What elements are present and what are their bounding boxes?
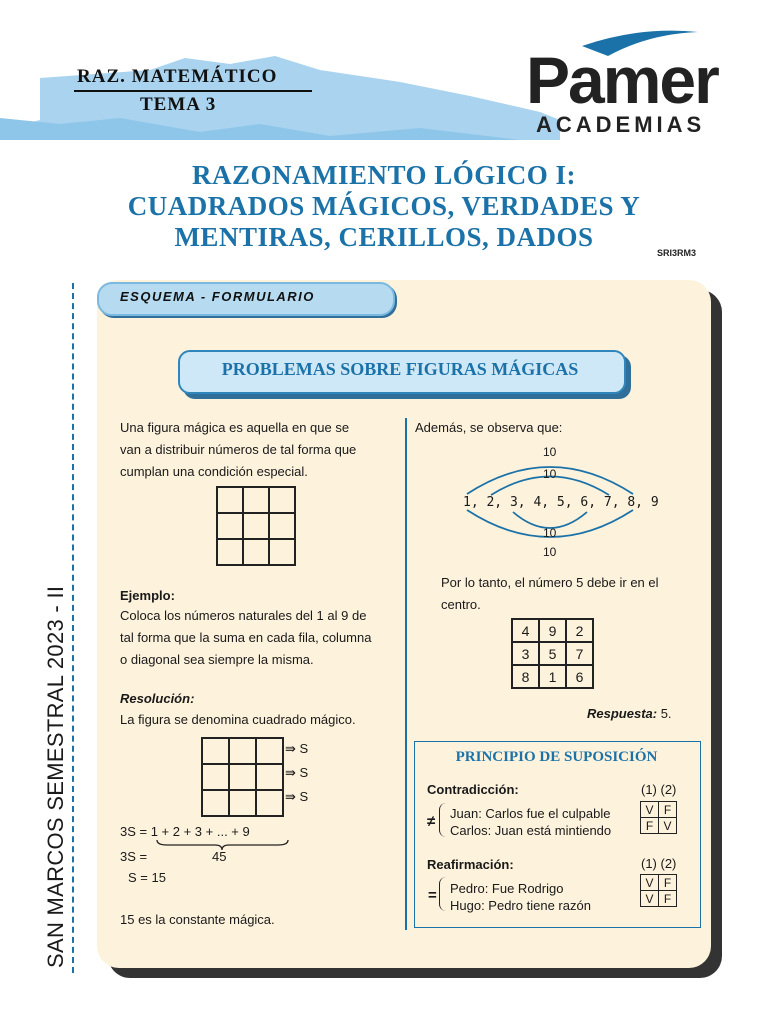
magic-cell: 2 [566, 619, 593, 642]
page-title-line-3: MENTIRAS, CERILLOS, DADOS [174, 222, 594, 252]
magic-cell: 3 [512, 642, 539, 665]
reaffirmation-label: Reafirmación: [427, 857, 514, 872]
intro-paragraph: Una figura mágica es aquella en que se van a distribuir números de tal forma que cumplan una condición especial. [120, 420, 357, 479]
brace-icon [439, 877, 446, 911]
magic-square-template-grid [201, 737, 284, 817]
magic-cell: 8 [512, 665, 539, 688]
magic-cell: 1 [539, 665, 566, 688]
equation-3: S = 15 [128, 870, 166, 885]
magic-cell: 7 [566, 642, 593, 665]
section-title: PROBLEMAS SOBRE FIGURAS MÁGICAS [221, 359, 579, 379]
column-divider [405, 418, 407, 930]
example-paragraph: Coloca los números naturales del 1 al 9 de tal forma que la suma en cada fila, columna o diagonal sea siempre la misma. [120, 608, 372, 667]
side-dashed-line [72, 283, 74, 973]
observe-text: Además, se observa que: [415, 420, 563, 435]
truth-table-headers-1: (1) (2) [641, 782, 677, 797]
pair-sum-inner-bottom: 10 [543, 526, 557, 540]
equal-icon: = [428, 887, 437, 904]
row-sum-3: ⇛ S [285, 789, 309, 804]
row-sum-1: ⇛ S [285, 741, 309, 756]
not-equal-icon: ≠ [427, 813, 436, 830]
resolution-label: Resolución: [120, 691, 195, 706]
principio-title: PRINCIPIO DE SUPOSICIÓN [455, 749, 658, 765]
conclusion-text: 15 es la constante mágica. [120, 912, 275, 927]
reaffirmation-truth-table: V F V F [640, 874, 677, 907]
contradiction-label: Contradicción: [427, 782, 519, 797]
magic-cell: 6 [566, 665, 593, 688]
header-underline [74, 90, 312, 92]
contradiction-truth-table: V F F V [640, 801, 677, 834]
logo-main-text: Pamer [526, 43, 718, 117]
document-code: SRI3RM3 [657, 248, 697, 258]
page-title-line-1: RAZONAMIENTO LÓGICO I: [191, 160, 577, 190]
row-sum-2: ⇛ S [285, 765, 309, 780]
pair-sum-inner-top: 10 [543, 467, 557, 481]
magic-cell: 4 [512, 619, 539, 642]
truth-table-headers-2: (1) (2) [641, 856, 677, 871]
contradiction-statements: Juan: Carlos fue el culpable Carlos: Juan está mintiendo [450, 806, 612, 838]
magic-cell: 5 [539, 642, 566, 665]
side-semester-label: SAN MARCOS SEMESTRAL 2023 - II [43, 585, 68, 968]
therefore-paragraph: Por lo tanto, el número 5 debe ir en el centro. [441, 575, 659, 612]
topic-number: TEMA 3 [140, 94, 217, 115]
equation-2-lhs: 3S = [120, 849, 148, 864]
example-label: Ejemplo: [120, 588, 175, 603]
brace-icon [439, 803, 446, 837]
esquema-badge-label: ESQUEMA - FORMULARIO [120, 289, 315, 304]
pair-sum-outer-bottom: 10 [543, 545, 557, 559]
course-name: RAZ. MATEMÁTICO [77, 66, 278, 87]
equation-1: 3S = 1 + 2 + 3 + ... + 9 [120, 824, 250, 839]
magic-square-solution [511, 618, 594, 689]
page-title-line-2: CUADRADOS MÁGICOS, VERDADES Y [127, 191, 641, 221]
number-sequence: 1, 2, 3, 4, 5, 6, 7, 8, 9 [463, 495, 659, 510]
reaffirmation-statements: Pedro: Fue Rodrigo Hugo: Pedro tiene razón [450, 881, 591, 913]
empty-3x3-grid [216, 486, 296, 566]
pair-sum-outer-top: 10 [543, 445, 557, 459]
magic-cell: 9 [539, 619, 566, 642]
logo-sub-text: ACADEMIAS [536, 112, 706, 137]
resolution-text: La figura se denomina cuadrado mágico. [120, 712, 356, 727]
equation-2-rhs: 45 [212, 849, 227, 864]
answer-line: Respuesta: 5. [587, 706, 672, 721]
